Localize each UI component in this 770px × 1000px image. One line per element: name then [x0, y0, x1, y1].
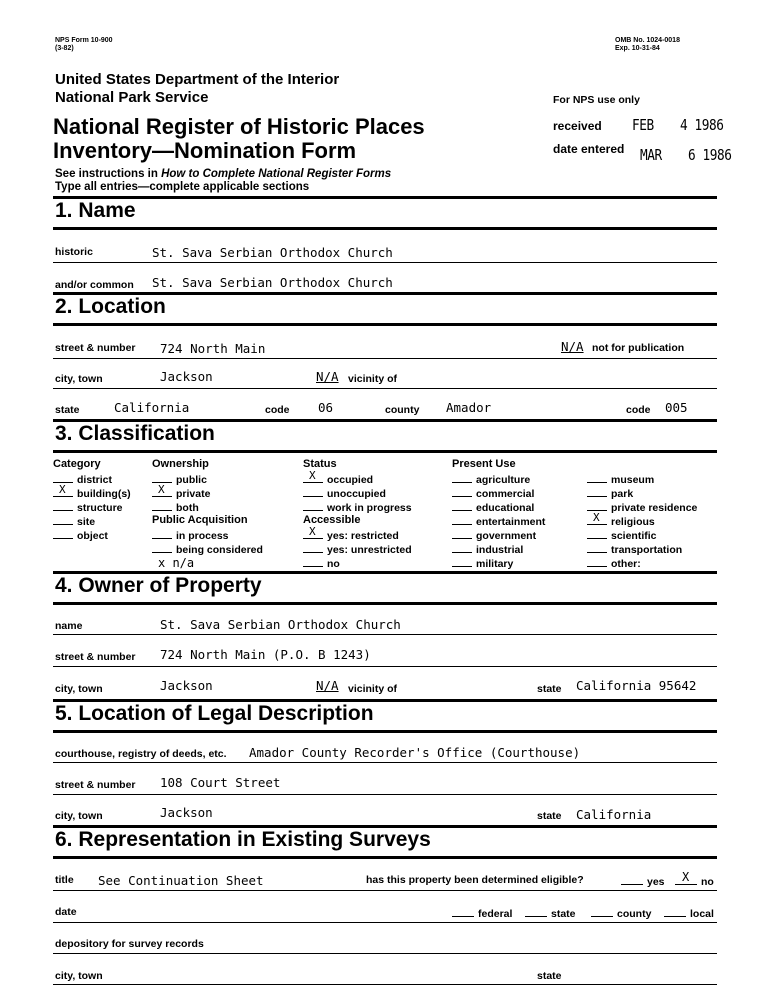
state-label: state [55, 404, 80, 416]
vicinity-value: N/A [316, 369, 339, 384]
ownership-both[interactable]: both [152, 500, 199, 515]
use-entertainment[interactable]: entertainment [452, 514, 545, 529]
county-code-value: 005 [665, 400, 688, 415]
line [53, 358, 717, 359]
legal-city-label: city, town [55, 810, 103, 822]
legal-city: Jackson [160, 805, 213, 820]
survey-state-label: state [537, 970, 562, 982]
section-rule [53, 730, 717, 733]
department-name: United States Department of the Interior [55, 71, 340, 88]
acquisition-in-process[interactable]: in process [152, 528, 229, 543]
level-local[interactable]: local [664, 906, 714, 920]
use-transportation[interactable]: transportation [587, 542, 682, 557]
section-rule [53, 323, 717, 326]
line [53, 953, 717, 954]
county-code-label: code [626, 404, 651, 416]
use-educational[interactable]: educational [452, 500, 534, 515]
legal-state: California [576, 807, 652, 822]
expiration: Exp. 10-31-84 [615, 45, 660, 52]
survey-date-label: date [55, 906, 77, 918]
status-occupied[interactable]: X occupied [303, 472, 373, 487]
accessible-no[interactable]: no [303, 556, 340, 571]
received-stamp-month: FEB [632, 116, 654, 134]
survey-title: See Continuation Sheet [98, 873, 264, 888]
city-value: Jackson [160, 369, 213, 384]
code-value: 06 [318, 400, 334, 415]
acquisition-na: x n/a [158, 556, 195, 570]
line [53, 388, 717, 389]
survey-title-label: title [55, 874, 74, 886]
county-label: county [385, 404, 420, 416]
line [53, 666, 717, 667]
section-rule [53, 856, 717, 859]
line [53, 762, 717, 763]
entered-stamp-month: MAR [640, 146, 662, 164]
form-title: National Register of Historic Places [53, 114, 425, 139]
instructions: See instructions in How to Complete National Register Forms [55, 168, 392, 180]
service-name: National Park Service [55, 89, 209, 106]
owner-street: 724 North Main (P.O. B 1243) [160, 647, 371, 662]
street-label: street & number [55, 342, 136, 354]
ownership-public[interactable]: public [152, 472, 207, 487]
owner-name: St. Sava Serbian Orthodox Church [160, 617, 401, 632]
accessible-heading: Accessible [303, 514, 361, 526]
category-district[interactable]: district [53, 472, 112, 487]
received-stamp-date: 4 1986 [680, 116, 724, 134]
courthouse-value: Amador County Recorder's Office (Courthouse) [249, 745, 581, 760]
form-number: NPS Form 10-900 [55, 37, 113, 44]
eligible-question: has this property been determined eligible? [366, 874, 584, 886]
street-value: 724 North Main [160, 341, 266, 356]
eligible-yes[interactable]: yes [621, 874, 665, 888]
accessible-unrestricted[interactable]: yes: unrestricted [303, 542, 412, 557]
use-commercial[interactable]: commercial [452, 486, 534, 501]
form-revision: (3-82) [55, 45, 74, 52]
county-value: Amador [446, 400, 492, 415]
level-state[interactable]: state [525, 906, 576, 920]
type-instructions: Type all entries—complete applicable sections [55, 181, 310, 193]
not-for-publication-label: not for publication [592, 342, 685, 354]
status-heading: Status [303, 458, 337, 470]
section-5-heading: 5. Location of Legal Description [55, 702, 374, 725]
common-name: St. Sava Serbian Orthodox Church [152, 275, 393, 290]
line [53, 984, 717, 985]
category-site[interactable]: site [53, 514, 95, 529]
use-religious[interactable]: X religious [587, 514, 655, 529]
owner-state: California 95642 [576, 678, 697, 693]
state-value: California [114, 400, 190, 415]
received-label: received [553, 119, 602, 133]
courthouse-label: courthouse, registry of deeds, etc. [55, 748, 227, 760]
legal-street-label: street & number [55, 779, 136, 791]
section-rule [53, 196, 717, 199]
nps-use-label: For NPS use only [553, 94, 640, 106]
use-other[interactable]: other: [587, 556, 641, 571]
owner-city: Jackson [160, 678, 213, 693]
legal-street: 108 Court Street [160, 775, 281, 790]
owner-city-label: city, town [55, 683, 103, 695]
use-agriculture[interactable]: agriculture [452, 472, 530, 487]
line [53, 922, 717, 923]
acquisition-being-considered[interactable]: being considered [152, 542, 263, 557]
line [53, 634, 717, 635]
legal-state-label: state [537, 810, 562, 822]
section-1-heading: 1. Name [55, 199, 136, 222]
category-heading: Category [53, 458, 101, 470]
line [53, 890, 717, 891]
status-unoccupied[interactable]: unoccupied [303, 486, 386, 501]
omb-number: OMB No. 1024-0018 [615, 37, 680, 44]
category-structure[interactable]: structure [53, 500, 123, 515]
historic-name: St. Sava Serbian Orthodox Church [152, 245, 393, 260]
use-industrial[interactable]: industrial [452, 542, 523, 557]
status-work-in-progress[interactable]: work in progress [303, 500, 412, 515]
section-3-heading: 3. Classification [55, 422, 215, 445]
common-label: and/or common [55, 279, 134, 291]
use-museum[interactable]: museum [587, 472, 654, 487]
eligible-no[interactable]: X no [675, 874, 714, 888]
level-county[interactable]: county [591, 906, 651, 920]
historic-label: historic [55, 246, 93, 258]
section-rule [53, 450, 717, 453]
owner-name-label: name [55, 620, 83, 632]
public-acquisition-heading: Public Acquisition [152, 514, 248, 526]
entered-stamp-date: 6 1986 [688, 146, 732, 164]
owner-street-label: street & number [55, 651, 136, 663]
line [53, 794, 717, 795]
code-label: code [265, 404, 290, 416]
owner-vicinity-label: vicinity of [348, 683, 398, 695]
survey-city-label: city, town [55, 970, 103, 982]
category-object[interactable]: object [53, 528, 108, 543]
vicinity-label: vicinity of [348, 373, 398, 385]
use-military[interactable]: military [452, 556, 513, 571]
owner-state-label: state [537, 683, 562, 695]
level-federal[interactable]: federal [452, 906, 512, 920]
owner-vicinity-value: N/A [316, 678, 339, 693]
entered-label: date entered [553, 142, 625, 156]
category-buildings[interactable]: X building(s) [53, 486, 131, 501]
present-use-heading: Present Use [452, 458, 516, 470]
section-6-heading: 6. Representation in Existing Surveys [55, 828, 431, 851]
section-4-heading: 4. Owner of Property [55, 574, 262, 597]
section-rule [53, 602, 717, 605]
accessible-restricted[interactable]: X yes: restricted [303, 528, 399, 543]
line [53, 262, 717, 263]
form-subtitle: Inventory—Nomination Form [53, 138, 357, 163]
section-rule [53, 227, 717, 230]
use-park[interactable]: park [587, 486, 633, 501]
ownership-heading: Ownership [152, 458, 209, 470]
use-government[interactable]: government [452, 528, 536, 543]
ownership-private[interactable]: X private [152, 486, 210, 501]
use-scientific[interactable]: scientific [587, 528, 657, 543]
use-private-residence[interactable]: private residence [587, 500, 697, 515]
section-2-heading: 2. Location [55, 295, 166, 318]
city-label: city, town [55, 373, 103, 385]
depository-label: depository for survey records [55, 938, 204, 950]
not-for-publication-value: N/A [561, 339, 584, 354]
